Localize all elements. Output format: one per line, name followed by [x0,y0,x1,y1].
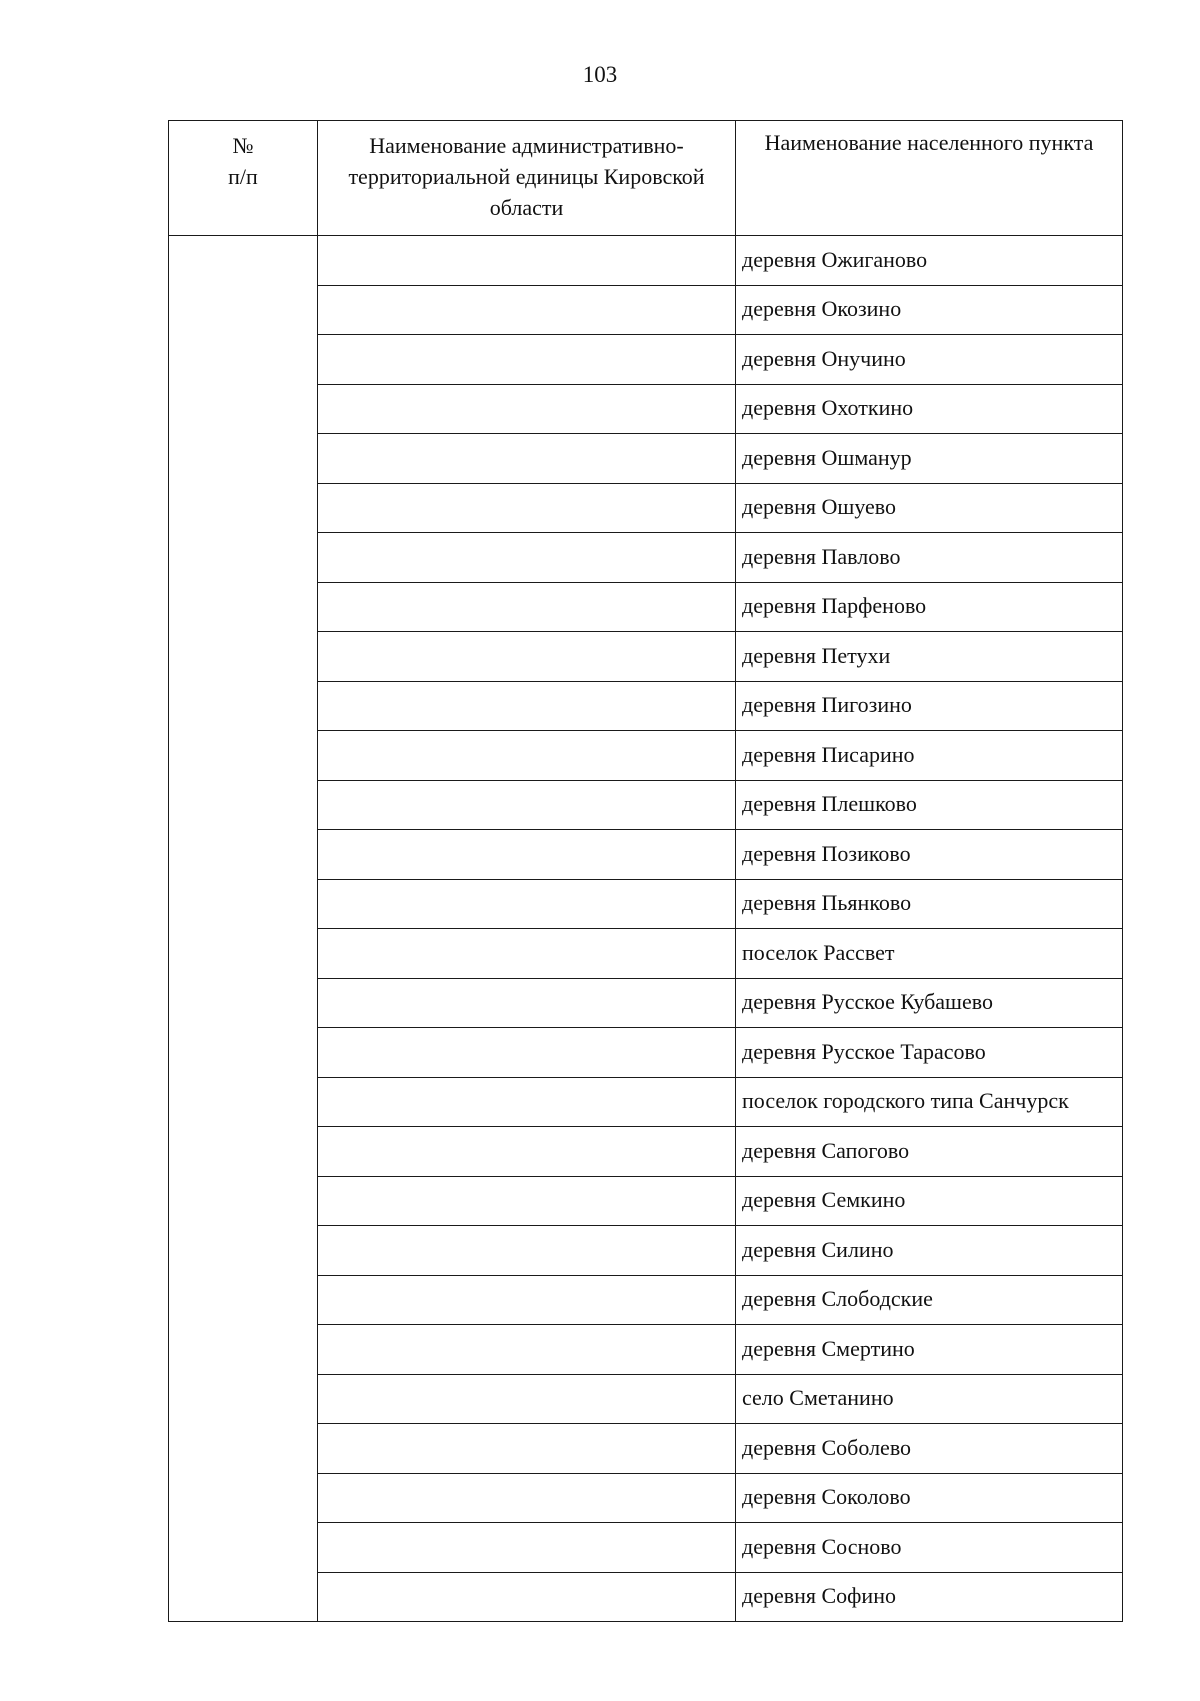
admin-unit-cell [318,533,736,583]
settlement-name-cell: деревня Пьянково [736,879,1123,929]
admin-unit-cell [318,1127,736,1177]
settlement-name-cell: деревня Соколово [736,1473,1123,1523]
settlement-name-cell: деревня Охоткино [736,384,1123,434]
header-settlement: Наименование населенного пункта [736,121,1123,236]
settlement-name-cell: деревня Писарино [736,731,1123,781]
table-body [169,236,1123,1622]
settlement-name-cell: деревня Слободские [736,1275,1123,1325]
settlement-name-cell: село Сметанино [736,1374,1123,1424]
admin-unit-cell [318,483,736,533]
settlement-name-cell: деревня Сосново [736,1523,1123,1573]
admin-unit-cell [318,879,736,929]
admin-unit-cell [318,236,736,286]
admin-unit-cell [318,335,736,385]
admin-unit-cell [318,929,736,979]
settlement-name-cell: деревня Плешково [736,780,1123,830]
admin-unit-cell [318,582,736,632]
page-number: 103 [582,62,618,87]
table-header [169,121,1123,236]
settlement-name-cell: деревня Позиково [736,830,1123,880]
settlement-name-cell: деревня Парфеново [736,582,1123,632]
admin-unit-cell [318,1523,736,1573]
settlement-name-cell: деревня Сапогово [736,1127,1123,1177]
settlement-name-cell: деревня Онучино [736,335,1123,385]
admin-unit-cell [318,434,736,484]
header-row [169,121,1123,236]
admin-unit-cell [318,780,736,830]
admin-unit-cell [318,1374,736,1424]
admin-unit-cell [318,731,736,781]
admin-unit-cell [318,1275,736,1325]
admin-unit-cell [318,830,736,880]
settlement-name-cell: деревня Смертино [736,1325,1123,1375]
settlement-name-cell: деревня Русское Тарасово [736,1028,1123,1078]
header-admin-unit: Наименование административно-территориальной единицы Кировской области [318,121,736,236]
admin-unit-cell [318,1226,736,1276]
settlement-name-cell: деревня Ошуево [736,483,1123,533]
settlement-name-cell: деревня Ожиганово [736,236,1123,286]
admin-unit-cell [318,384,736,434]
settlement-name-cell: деревня Семкино [736,1176,1123,1226]
settlement-name-cell: деревня Соболево [736,1424,1123,1474]
settlement-name-cell: деревня Софино [736,1572,1123,1622]
number-cell [169,236,318,1622]
settlement-name-cell: деревня Павлово [736,533,1123,583]
settlement-name-cell: деревня Русское Кубашево [736,978,1123,1028]
admin-unit-cell [318,1572,736,1622]
settlement-name-cell: деревня Пигозино [736,681,1123,731]
table-row [169,236,1123,286]
settlement-name-cell: деревня Петухи [736,632,1123,682]
settlement-name-cell: поселок Рассвет [736,929,1123,979]
admin-unit-cell [318,1424,736,1474]
admin-unit-cell [318,1473,736,1523]
header-number: № п/п [169,121,318,236]
admin-unit-cell [318,285,736,335]
settlement-name-cell: деревня Окозино [736,285,1123,335]
admin-unit-cell [318,1176,736,1226]
settlement-name-cell: деревня Силино [736,1226,1123,1276]
admin-unit-cell [318,978,736,1028]
admin-unit-cell [318,632,736,682]
settlement-name-cell: поселок городского типа Санчурск [736,1077,1123,1127]
admin-unit-cell [318,1028,736,1078]
settlement-name-cell: деревня Ошманур [736,434,1123,484]
admin-unit-cell [318,1077,736,1127]
admin-unit-cell [318,1325,736,1375]
settlements-table [168,120,1123,1622]
admin-unit-cell [318,681,736,731]
